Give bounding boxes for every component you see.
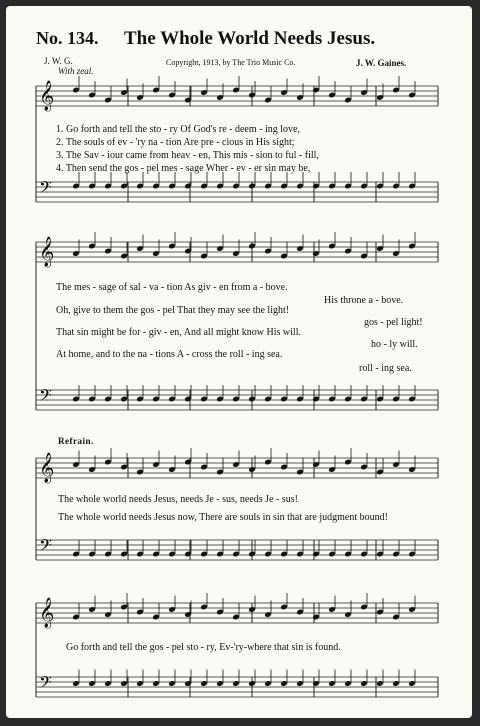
final-line: Go forth and tell the gos - pel sto - ry, Ev-'ry-where that sin is found. xyxy=(66,642,341,653)
treble-clef-icon: 𝄞 xyxy=(39,453,55,483)
verse-4-alt-ending: roll - ing sea. xyxy=(359,363,412,374)
refrain-line-1: The whole world needs Jesus, needs Je - sus, needs Je - sus! xyxy=(58,494,298,505)
verse-1-alt-ending: His throne a - bove. xyxy=(324,295,404,306)
tempo-marking: With zeal. xyxy=(58,66,94,76)
composer-name: J. W. Gaines. xyxy=(356,58,407,68)
bass-clef-icon: 𝄢 xyxy=(39,535,52,559)
hymn-number: No. 134. xyxy=(36,28,99,48)
treble-clef-icon: 𝄞 xyxy=(39,237,55,267)
hymn-title: The Whole World Needs Jesus. xyxy=(124,28,376,49)
treble-clef-icon: 𝄞 xyxy=(39,598,55,628)
verse-1-line-1: 1. Go forth and tell the sto - ry Of God's re - deem - ing love, xyxy=(56,124,300,135)
bass-clef-icon: 𝄢 xyxy=(39,385,52,409)
refrain-label: Refrain. xyxy=(58,436,94,446)
verse-2-alt-ending: gos - pel light! xyxy=(364,317,423,328)
lyricist-initials: J. W. G. xyxy=(44,56,73,66)
bass-clef-icon: 𝄢 xyxy=(39,672,52,696)
verse-2-line-2: Oh, give to them the gos - pel That they may see the light! xyxy=(56,305,290,316)
verse-2-line-1: 2. The souls of ev - 'ry na - tion Are pre - cious in His sight; xyxy=(56,137,295,148)
refrain-line-2: The whole world needs Jesus now, There are souls in sin that are judgment bound! xyxy=(58,512,388,523)
verse-3-alt-ending: ho - ly will. xyxy=(371,339,418,350)
verse-3-line-1: 3. The Sav - iour came from heav - en, This mis - sion to ful - fill, xyxy=(56,150,319,161)
verse-3-line-2: That sin might be for - giv - en, And all might know His will. xyxy=(56,327,301,338)
verse-4-line-2: At home, and to the na - tions A - cross the roll - ing sea. xyxy=(56,349,283,360)
verse-1-line-2: The mes - sage of sal - va - tion As giv - en from a - bove. xyxy=(56,282,288,293)
verse-4-line-1: 4. Then send the gos - pel mes - sage Wher - ev - er sin may be, xyxy=(56,163,311,174)
music-staves xyxy=(6,6,472,718)
treble-clef-icon: 𝄞 xyxy=(39,81,55,111)
bass-clef-icon: 𝄢 xyxy=(39,177,52,201)
copyright-notice: Copyright, 1913, by The Trio Music Co. xyxy=(166,58,296,67)
hymn-page xyxy=(6,6,472,718)
